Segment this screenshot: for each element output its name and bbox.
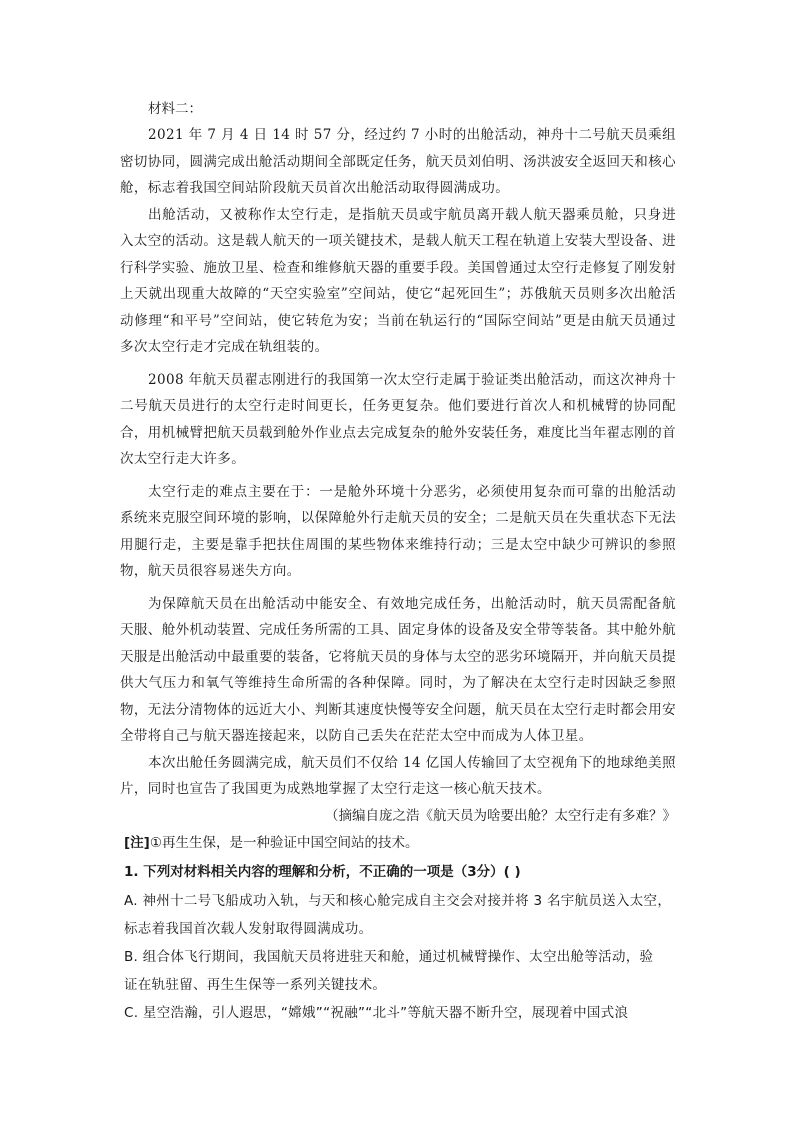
paragraph-2: 出舱活动，又被称作太空行走，是指航天员或宇航员离开载人航天器乘员舱，只身进入太空的活动。这是载人航天的一项关键技术，是载人航天工程在轨道上安装大型设备、进行科学实验、施放卫星、检查和维修航天器的重要手段。美国曾通过太空行走修复了刚发射上天就出现重大故障的“天空实验室”空间站，使它“起死回生”；苏俄航天员则多次出舱活动修理“和平号”空间站，使它转危为安；当前在轨运行的“国际空间站”更是由航天员通过多次太空行走才完成在轨组装的。 (120, 206, 676, 355)
option-b-line1: B. 组合体飞行期间，我国航天员将进驻天和舱，通过机械臂操作、太空出舱等活动，验 (124, 948, 654, 965)
paragraph-5: 为保障航天员在出舱活动中能安全、有效地完成任务，出舱活动时，航天员需配备航天服、舱外机动装置、完成任务所需的工具、固定身体的设备及安全带等装备。其中舱外航天服是出舱活动中最重要的装备，它将航天员的身体与太空的恶劣环境隔开，并向航天员提供大气压力和氧气等维持生命所需的各种保障。同时，为了解决在太空行走时因缺乏参照物，无法分清物体的远近大小、判断其速度快慢等安全问题，航天员在太空行走时都会用安全带将自己与航天器连接起来，以防自己丢失在茫茫太空中而成为人体卫星。 (120, 595, 676, 744)
paragraph-3: 2008 年航天员翟志刚进行的我国第一次太空行走属于验证类出舱活动，而这次神舟十二号航天员进行的太空行走时间更长，任务更复杂。他们要进行首次人和机械臂的协同配合，用机械臂把航天员载到舱外作业点去完成复杂的舱外安装任务，难度比当年翟志刚的首次太空行走大许多。 (120, 371, 676, 467)
document-page (120, 96, 676, 1027)
option-b-line2: 证在轨驻留、再生生保等一系列关键技术。 (124, 976, 387, 993)
note-tag: [注] (124, 834, 150, 851)
material-title: 材料二： (148, 101, 202, 117)
question-stem: 1. 下列对材料相关内容的理解和分析，不正确的一项是（3分）( ) (124, 863, 521, 880)
option-c (120, 999, 676, 1027)
note-text: ①再生生保，是一种验证中国空间站的技术。 (149, 834, 419, 851)
option-c-line1: C. 星空浩瀚，引人遐思，“嫦娥”“祝融”“北斗”等航天器不断升空，展现着中国式浪 (124, 1004, 629, 1021)
paragraph-6: 本次出舱任务圆满完成，航天员们不仅给 14 亿国人传输回了太空视角下的地球绝美照片，同时也宣告了我国更为成熟地掌握了太空行走这一核心航天技术。 (120, 754, 676, 797)
option-b (120, 943, 676, 999)
option-a (120, 887, 676, 943)
paragraph-4: 太空行走的难点主要在于：一是舱外环境十分恶劣，必须使用复杂而可靠的出舱活动系统来克服空间环境的影响，以保障舱外行走航天员的安全；二是航天员在失重状态下无法用腿行走，主要是靠手把扶住周围的某些物体来维持行动；三是太空中缺少可辨识的参照物，航天员很容易迷失方向。 (120, 483, 676, 579)
source-citation: （摘编自庞之浩《航天员为啥要出舱？太空行走有多难？》 (325, 807, 676, 824)
option-a-line1: A. 神州十二号飞船成功入轨，与天和核心舱完成自主交会对接并将 3 名宇航员送入太空， (124, 892, 672, 909)
note (120, 829, 676, 857)
paragraph-1: 2021 年 7 月 4 日 14 时 57 分，经过约 7 小时的出舱活动，神舟十二号航天员乘组密切协同，圆满完成出舱活动期间全部既定任务，航天员刘伯明、汤洪波安全返回天和核心舱，标志着我国空间站阶段航天员首次出舱活动取得圆满成功。 (120, 127, 676, 196)
option-a-line2: 标志着我国首次载人发射取得圆满成功。 (124, 920, 373, 937)
